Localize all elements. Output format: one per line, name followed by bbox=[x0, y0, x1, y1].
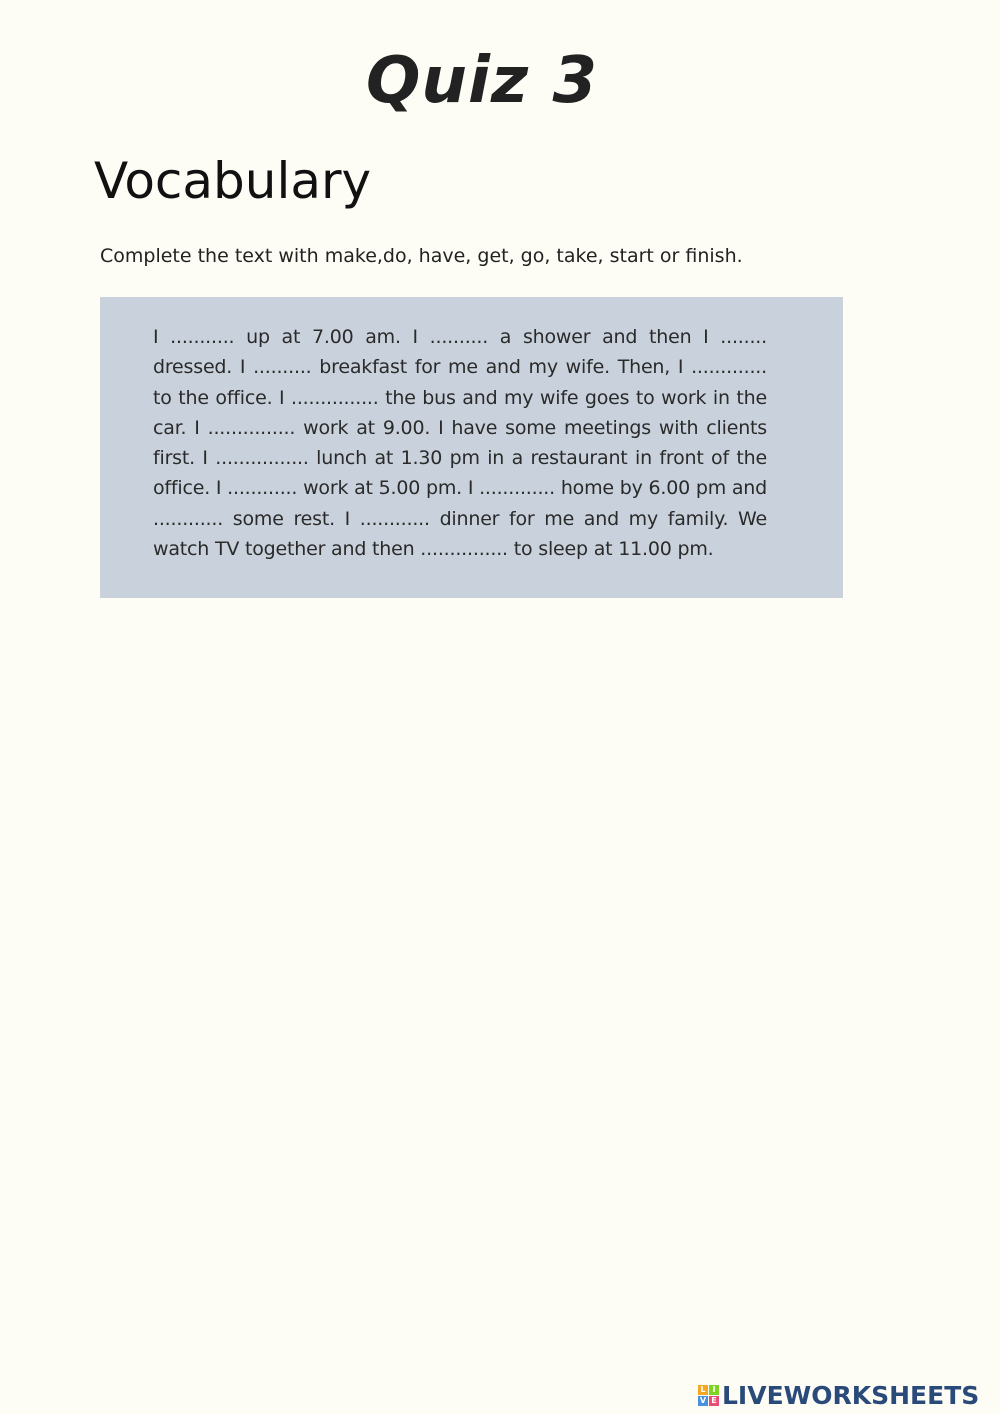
logo-tile-v: V bbox=[699, 1395, 707, 1405]
exercise-passage: I ........... up at 7.00 am. I .......... a shower and then I ........ dressed. I .......... breakfast for me and my wife. Then, I ............. to the office. I ............... the bus and my wife goes to work in the car. I ............... work at 9.00. I have some meetings with clients first. I ................ lunch at 1.30 pm in a restaurant in front of the office. I ............ work at 5.00 pm. I ............. home by 6.00 pm and ............ some rest. I ............ dinner for me and my family. We watch TV together and then ............... to sleep at 11.00 pm. bbox=[153, 326, 767, 561]
logo-tile-i: I bbox=[709, 1385, 719, 1395]
logo-tile-l: L bbox=[698, 1385, 708, 1395]
exercise-text-box bbox=[100, 297, 843, 598]
liveworksheets-logo-icon bbox=[698, 1385, 719, 1406]
section-heading: Vocabulary bbox=[94, 152, 372, 210]
quiz-title: Quiz 3 bbox=[366, 44, 598, 118]
liveworksheets-logo bbox=[698, 1378, 979, 1412]
logo-tile-e: E bbox=[709, 1396, 719, 1406]
brand-name: LIVEWORKSHEETS bbox=[722, 1380, 980, 1410]
exercise-instruction: Complete the text with make,do, have, get, go, take, start or finish. bbox=[100, 245, 743, 267]
